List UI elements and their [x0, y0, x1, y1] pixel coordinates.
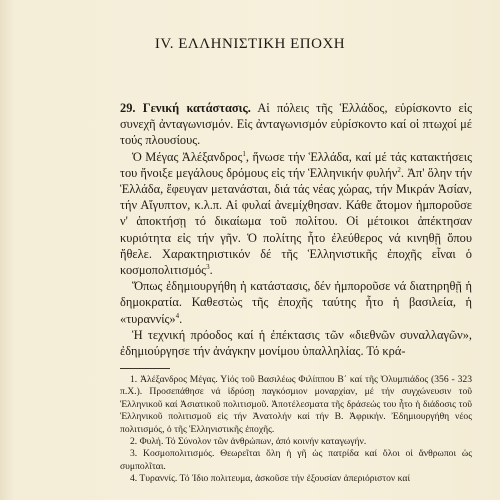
footnote-3: 3. Κοσμοπολιτισμός. Θεωρεῖται ὅλη ἡ γῆ ὡς πατρίδα καί ὅλοι οἱ ἄνθρωποι ὡς συμπολῖται. — [120, 448, 472, 472]
footnote-4: 4. Τυραννίς. Τό Ἰδιο πολιτευμα, ἀσκοῦσε τήν ἐξουσίαν ἀπεριόριστον καί — [130, 473, 411, 485]
paragraph-1-text: Αἱ πόλεις τῆς Ἑλλάδος, εὑρίσκοντο εἰς συνεχῆ ἀνταγωνισμόν. Εἰς ἀνταγωνισμόν εὑρίσκοντο καί οἱ πτωχοί μέ τούς πλουσίους. — [120, 101, 472, 148]
paragraph-2-text-c: . Ἀπ' ὅλην τήν Ἑλλάδα, ἔφευγαν μετανάσται, διά τάς νέας χώρας, τήν Μικράν Ἀσίαν, τήν Αἴγυπτον, κ.λ.π. Αἱ φυλαί ἀνεμίχθησαν. Κάθε ἄτομον ἠμποροῦσε ν' ἀποκτήσῃ τό δικαίωμα τοῦ πολίτου. Οἱ μέτοικοι ἀπέκτησαν κυριότητα εἰς τήν γῆν. Ὁ πολίτης ἦτο ἐλεύθερος νά κινηθῇ ὅπου ἤθελε. Χαρακτηριστικόν δέ τῆς Ἑλληνιστικῆς ἐποχῆς εἶναι ὁ κοσμοπολιτισμός — [120, 165, 472, 278]
paragraph-2 — [120, 149, 472, 279]
footnote-ref-2: 2 — [397, 165, 401, 174]
paragraph-4: Ἡ τεχνική πρόοδος καί ἡ ἐπέκτασις τῶν «διεθνῶν συναλλαγῶν», ἐδημιούργησε τήν ἀνάγκην μονίμου ὑπαλληλίας. Τό κρά- — [120, 327, 472, 359]
footnotes — [120, 374, 472, 486]
paragraph-2-text-b: , ἥνωσε τήν Ἑλλάδα, καί μέ τάς κατακτήσεις του ἤνοιξε μεγάλους δρόμους εἰς τήν Ἑλληνικήν φυλήν — [120, 149, 473, 180]
footnote-divider — [120, 368, 170, 369]
paragraph-2-text-end: . — [209, 263, 213, 278]
paragraph-2-text-a: Ὁ Μέγας Ἀλέξανδρος — [132, 149, 243, 164]
chapter-title: IV. ΕΛΛΗΝΙΣΤΙΚΗ ΕΠΟΧΗ — [154, 36, 346, 52]
footnote-ref-3: 3 — [206, 262, 210, 271]
footnote-ref-4: 4 — [175, 311, 180, 320]
paragraph-3 — [120, 278, 472, 327]
footnote-2: 2. Φυλή. Τό Σύνολον τῶν ἀνθρώπων, ἀπό κοινήν καταγωγήν. — [130, 436, 367, 448]
footnote-1: 1. Ἀλέξανδρος Μέγας. Υἱός τοῦ Βασιλέως Φιλίππου Β΄ καί τῆς Ὀλυμπιάδος (356 - 323 π.Χ.). Προσεπάθησε νά ἱδρύσῃ παγκόσμιον μοναρχίαν, μέ τήν συγχώνευσιν τοῦ Ἑλληνικοῦ καί Ἀσιατικοῦ πολιτισμοῦ. Ἀποτέλεσματα τῆς δράσεώς του ἦτο ἡ διάδοσις τοῦ Ἑλληνικοῦ πολιτισμοῦ εἰς τήν Ἀνατολήν καί τήν Β. Ἀφρικήν. Ἐδημιουργήθη νέος πολιτισμός, ὁ τῆς Ἑλληνιστικῆς ἐποχῆς. — [120, 374, 472, 435]
paragraph-3-text: Ὅπως ἐδημιουργήθη ἡ κατάστασις, δέν ἠμποροῦσε νά διατηρηθῇ ἡ δημοκρατία. Καθεστὼς τῆς ἐποχῆς ταύτης ἦτο ἡ βασιλεία, ἡ «τυραννίς» — [120, 279, 472, 326]
paragraph-1 — [120, 100, 472, 149]
footnote-ref-1: 1 — [242, 149, 246, 158]
paragraph-3-text-end: . — [179, 311, 183, 326]
section-heading: 29. Γενική κατάστασις. — [120, 101, 251, 115]
body-text — [120, 100, 472, 359]
